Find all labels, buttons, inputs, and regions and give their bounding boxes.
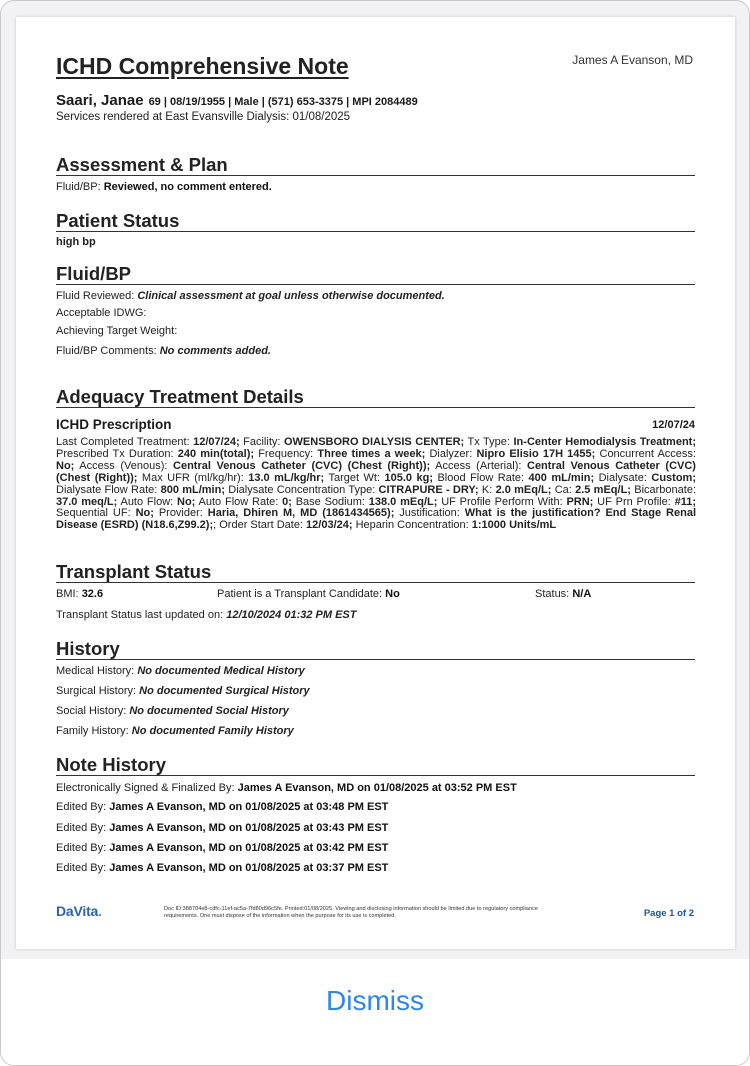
prescription-label: Auto Flow Rate: — [195, 495, 283, 508]
acceptable-idwg-line: Acceptable IDWG: — [56, 307, 147, 319]
davita-logo: DaVita. — [56, 903, 102, 919]
prescription-label: Frequency: — [254, 447, 318, 460]
prescription-label: Tx Type: — [464, 436, 514, 448]
prescription-label: ; Order Start Date: — [213, 519, 307, 532]
section-fluid-bp — [56, 264, 695, 285]
edited-line: Edited By: James A Evanson, MD on 01/08/2025 at 03:43 PM EST — [56, 822, 389, 834]
section-adequacy — [56, 387, 695, 408]
prescription-label: Base Sodium: — [291, 495, 369, 508]
section-heading: History — [56, 638, 120, 659]
prescription-value: PRN; — [566, 495, 594, 508]
prescription-label: Bicarbonate: — [630, 483, 697, 496]
prescription-label: Last Completed Treatment: — [56, 436, 194, 448]
prescription-details — [56, 437, 696, 532]
prescription-label: UF Profile Perform With: — [437, 495, 567, 508]
edited-line: Edited By: James A Evanson, MD on 01/08/2025 at 03:42 PM EST — [56, 842, 389, 854]
history-item: Social History: No documented Social History — [56, 705, 289, 717]
transplant-candidate-line: Patient is a Transplant Candidate: No — [217, 588, 400, 600]
prescription-label: Auto Flow: — [117, 495, 178, 508]
prescription-value: 12/07/24; — [193, 436, 240, 448]
transplant-status-line: Status: N/A — [535, 588, 592, 600]
section-transplant — [56, 562, 695, 583]
provider-name: James A Evanson, MD — [572, 53, 693, 67]
prescription-label: Access (Arterial): — [430, 459, 527, 472]
history-item: Family History: No documented Family History — [56, 725, 294, 737]
prescription-value: 105.0 kg; — [384, 471, 433, 484]
prescription-label: Dialyzer: — [425, 447, 477, 460]
signed-line: Electronically Signed & Finalized By: James A Evanson, MD on 01/08/2025 at 03:52 PM EST — [56, 782, 517, 794]
prescription-value: Central Venous Catheter (CVC) (Chest (Right)); — [56, 459, 696, 484]
section-heading: Fluid/BP — [56, 263, 132, 284]
prescription-value: 13.0 mL/kg/hr; — [248, 471, 325, 484]
prescription-value: No; — [177, 495, 196, 508]
history-item: Medical History: No documented Medical History — [56, 665, 305, 677]
bmi-line: BMI: 32.6 — [56, 588, 104, 600]
prescription-value: OWENSBORO DIALYSIS CENTER; — [283, 436, 465, 448]
section-heading: Adequacy Treatment Details — [56, 386, 304, 407]
assessment-fluid-line: Fluid/BP: Reviewed, no comment entered. — [56, 181, 272, 193]
prescription-value: 400 mL/min; — [528, 471, 595, 484]
prescription-label: Concurrent Access: — [595, 447, 696, 460]
prescription-value: What is the justification? End Stage Renal Disease (ESRD) (N18.6,Z99.2); — [56, 507, 696, 532]
patient-name: Saari, Janae — [56, 92, 144, 109]
prescription-label: Target Wt: — [324, 471, 385, 484]
prescription-label: Max UFR (ml/kg/hr): — [137, 471, 249, 484]
section-heading: Transplant Status — [56, 561, 212, 582]
prescription-header — [56, 417, 695, 432]
dismiss-button[interactable]: Dismiss — [326, 985, 424, 1016]
section-patient-status — [56, 211, 695, 232]
prescription-value: No; — [56, 459, 75, 472]
prescription-label: Dialysate: — [594, 471, 652, 484]
prescription-value: 800 mL/min; — [160, 483, 225, 496]
prescription-value: Haria, Dhiren M, MD (1861434565); — [207, 507, 395, 520]
section-heading: Assessment & Plan — [56, 154, 228, 175]
section-heading: Patient Status — [56, 210, 180, 231]
prescription-label: Access (Venous): — [74, 459, 174, 472]
patient-header — [56, 92, 418, 109]
prescription-label: Provider: — [153, 507, 208, 520]
prescription-value: In-Center Hemodialysis Treatment; — [513, 436, 696, 448]
document-footer-note: Doc ID:388704e8-cdfc-11ef-ac5a-7fd80d96c5fe. Printed:01/08/2025. Viewing and disclosing information should be limited due to regulatory compliance requirements. One must dispose of the information when the purpose for its use is completed. — [164, 906, 538, 919]
prescription-label: UF Prn Profile: — [593, 495, 675, 508]
fluid-reviewed-line: Fluid Reviewed: Clinical assessment at goal unless otherwise documented. — [56, 290, 445, 302]
prescription-value: Three times a week; — [317, 447, 426, 460]
patient-status-value: high bp — [56, 236, 96, 248]
prescription-label: Heparin Concentration: — [352, 519, 472, 532]
patient-demographics: 69 | 08/19/1955 | Male | (571) 653-3375 | MPI 2084489 — [148, 96, 418, 108]
prescription-value: Nipro Elisio 17H 1455; — [476, 447, 596, 460]
prescription-value: 2.5 mEq/L; — [575, 483, 631, 496]
prescription-label: Prescribed Tx Duration: — [56, 447, 178, 460]
services-rendered: Services rendered at East Evansville Dialysis: 01/08/2025 — [56, 111, 351, 123]
prescription-label: Justification: — [394, 507, 465, 520]
document-title: ICHD Comprehensive Note — [56, 53, 349, 79]
target-weight-line: Achieving Target Weight: — [56, 325, 178, 337]
prescription-label: Ca: — [551, 483, 576, 496]
prescription-label: K: — [478, 483, 496, 496]
prescription-value: 138.0 mEq/L; — [368, 495, 438, 508]
prescription-value: Central Venous Catheter (CVC) (Chest (Right)); — [173, 459, 431, 472]
prescription-value: 12/03/24; — [306, 519, 353, 532]
prescription-label: Dialysate Flow Rate: — [56, 483, 161, 496]
section-history — [56, 639, 695, 660]
prescription-label: Sequential UF: — [56, 507, 136, 520]
section-heading: Note History — [56, 754, 166, 775]
section-assessment-plan — [56, 155, 695, 176]
prescription-value: 0; — [282, 495, 292, 508]
prescription-value: No; — [135, 507, 154, 520]
prescription-value: CITRAPURE - DRY; — [378, 483, 479, 496]
prescription-value: 37.0 meq/L; — [56, 495, 118, 508]
fluid-comments-line: Fluid/BP Comments: No comments added. — [56, 345, 271, 357]
prescription-label: Blood Flow Rate: — [433, 471, 529, 484]
prescription-value: #11; — [674, 495, 697, 508]
prescription-value: 1:1000 Units/mL — [471, 519, 557, 532]
edited-line: Edited By: James A Evanson, MD on 01/08/2025 at 03:37 PM EST — [56, 862, 389, 874]
prescription-date: 12/07/24 — [652, 419, 695, 431]
prescription-label: Facility: — [239, 436, 284, 448]
bottom-bar — [1, 959, 749, 1065]
prescription-value: 240 min(total); — [177, 447, 255, 460]
page-indicator: Page 1 of 2 — [643, 908, 694, 919]
document-page — [16, 17, 735, 949]
prescription-label: Dialysate Concentration Type: — [225, 483, 379, 496]
section-note-history — [56, 755, 695, 776]
transplant-updated-line: Transplant Status last updated on: 12/10/2024 01:32 PM EST — [56, 609, 357, 621]
edited-line: Edited By: James A Evanson, MD on 01/08/2025 at 03:48 PM EST — [56, 801, 389, 813]
prescription-title: ICHD Prescription — [56, 417, 172, 432]
history-item: Surgical History: No documented Surgical History — [56, 685, 310, 697]
prescription-value: 2.0 mEq/L; — [495, 483, 552, 496]
prescription-value: Custom; — [651, 471, 696, 484]
